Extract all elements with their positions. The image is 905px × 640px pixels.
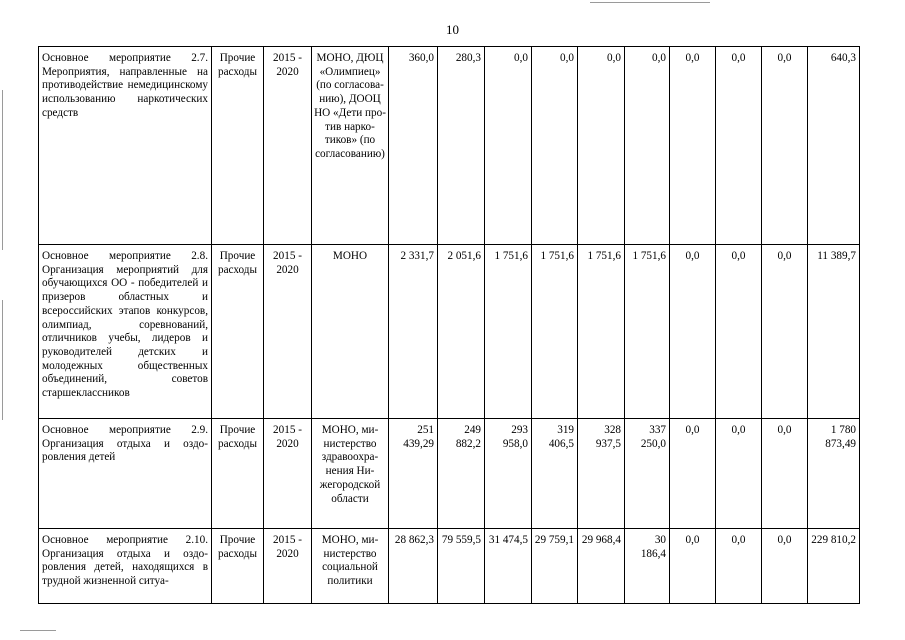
year-value: 0,0	[762, 419, 808, 529]
year-value: 1 751,6	[625, 245, 670, 419]
year-value: 28 862,3	[389, 529, 438, 604]
scan-line-left-2	[2, 300, 3, 420]
year-value: 328 937,5	[578, 419, 625, 529]
year-value: 337 250,0	[625, 419, 670, 529]
scan-line-left	[2, 90, 3, 250]
total-value: 1 780 873,49	[808, 419, 860, 529]
year-value: 2 051,6	[438, 245, 485, 419]
implementation-period: 2015 - 2020	[264, 47, 312, 245]
year-value: 29 759,1	[532, 529, 578, 604]
year-value: 293 958,0	[485, 419, 532, 529]
executor: МОНО, ДЮЦ «Олимпиец» (по согласованию), ДООЦ НО «Дети против наркотиков» (по согласованию)	[312, 47, 389, 245]
measure-name: Основное мероприятие 2.10. Организация отдыха и оздоровления детей, находящихся в трудной жизненной ситуа-	[39, 529, 212, 604]
year-value: 0,0	[670, 245, 716, 419]
year-value: 0,0	[578, 47, 625, 245]
year-value: 0,0	[532, 47, 578, 245]
executor: МОНО, министерство социальной политики	[312, 529, 389, 604]
implementation-period: 2015 - 2020	[264, 245, 312, 419]
year-value: 29 968,4	[578, 529, 625, 604]
year-value: 280,3	[438, 47, 485, 245]
year-value: 0,0	[485, 47, 532, 245]
year-value: 31 474,5	[485, 529, 532, 604]
scan-line-top	[590, 2, 710, 3]
year-value: 1 751,6	[485, 245, 532, 419]
year-value: 0,0	[625, 47, 670, 245]
year-value: 0,0	[716, 47, 762, 245]
year-value: 360,0	[389, 47, 438, 245]
expense-type: Прочие расходы	[212, 419, 264, 529]
measure-name: Основное мероприятие 2.7. Мероприятия, направленные на противодействие немедицинскому использованию наркотических средств	[39, 47, 212, 245]
expense-type: Прочие расходы	[212, 47, 264, 245]
total-value: 229 810,2	[808, 529, 860, 604]
measure-name: Основное мероприятие 2.8. Организация мероприятий для обучающихся ОО - победителей и призеров областных и всероссийских этапов конкурсов, олимпиад, соревнований, отличников учебы, лидеров и руководителей детских и молодежных общественных объединений, советов старшеклассников	[39, 245, 212, 419]
year-value: 249 882,2	[438, 419, 485, 529]
measure-name: Основное мероприятие 2.9. Организация отдыха и оздоровления детей	[39, 419, 212, 529]
year-value: 0,0	[716, 245, 762, 419]
year-value: 0,0	[762, 245, 808, 419]
table-row	[39, 47, 860, 245]
total-value: 640,3	[808, 47, 860, 245]
year-value: 0,0	[670, 419, 716, 529]
table-row	[39, 245, 860, 419]
year-value: 1 751,6	[532, 245, 578, 419]
year-value: 319 406,5	[532, 419, 578, 529]
implementation-period: 2015 - 2020	[264, 529, 312, 604]
year-value: 0,0	[716, 419, 762, 529]
year-value: 1 751,6	[578, 245, 625, 419]
year-value: 251 439,29	[389, 419, 438, 529]
year-value: 0,0	[762, 529, 808, 604]
executor: МОНО, министерство здравоохранения Нижегородской области	[312, 419, 389, 529]
expense-type: Прочие расходы	[212, 529, 264, 604]
year-value: 79 559,5	[438, 529, 485, 604]
year-value: 30 186,4	[625, 529, 670, 604]
total-value: 11 389,7	[808, 245, 860, 419]
page-number: 10	[446, 22, 459, 37]
year-value: 0,0	[670, 47, 716, 245]
table-row	[39, 419, 860, 529]
year-value: 2 331,7	[389, 245, 438, 419]
table-body	[39, 47, 860, 604]
program-measures-table	[38, 46, 860, 604]
expense-type: Прочие расходы	[212, 245, 264, 419]
executor: МОНО	[312, 245, 389, 419]
year-value: 0,0	[762, 47, 808, 245]
table-row	[39, 529, 860, 604]
year-value: 0,0	[670, 529, 716, 604]
scan-line-bottom	[20, 630, 56, 631]
year-value: 0,0	[716, 529, 762, 604]
implementation-period: 2015 - 2020	[264, 419, 312, 529]
